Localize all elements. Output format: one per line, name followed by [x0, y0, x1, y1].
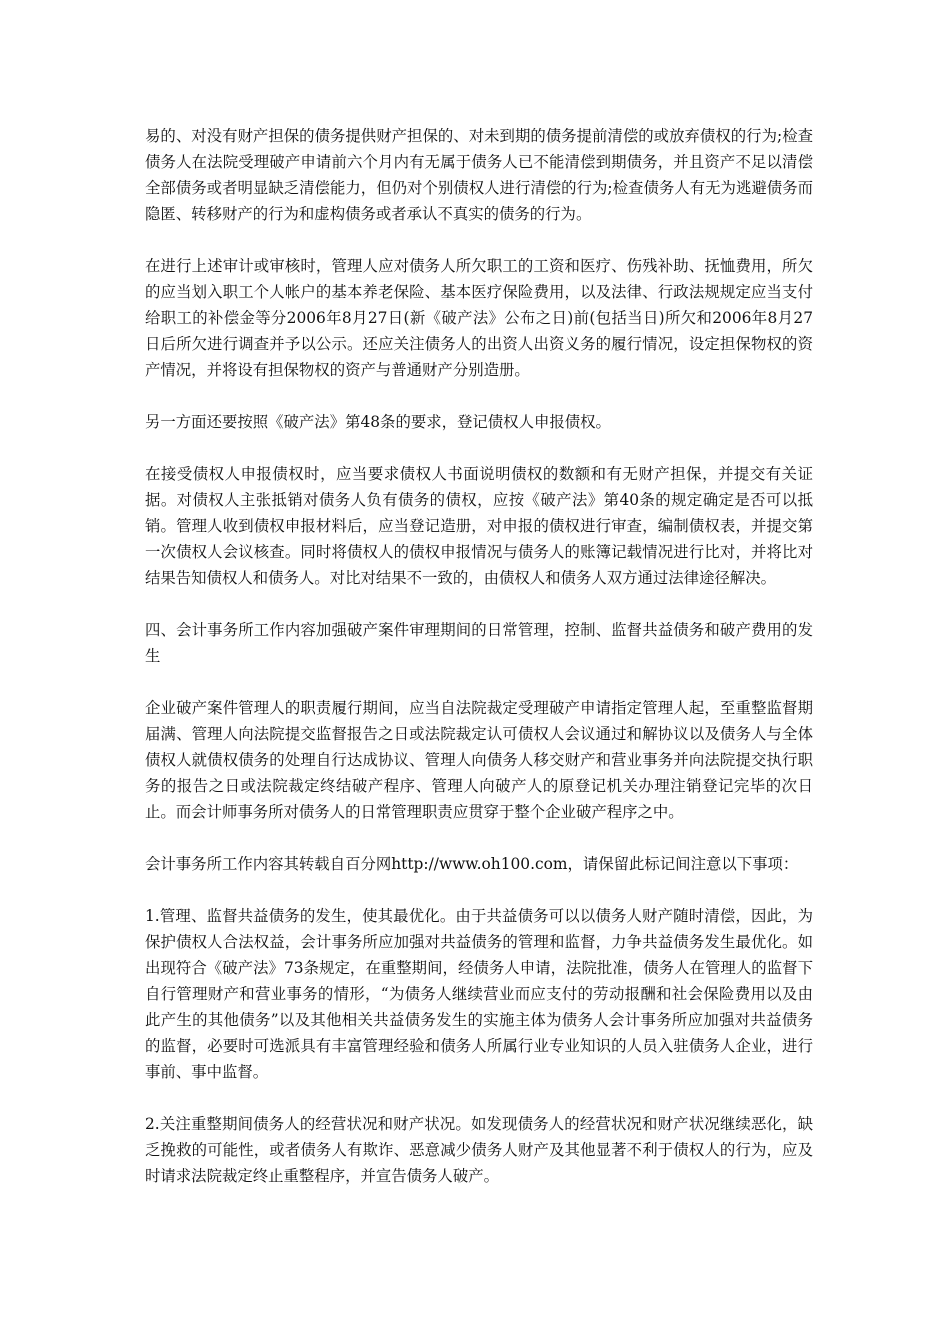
paragraph-4: 在接受债权人申报债权时，应当要求债权人书面说明债权的数额和有无财产担保，并提交有关证据。对债权人主张抵销对债务人负有债务的债权，应按《破产法》第40条的规定确定是否可以抵销。管理人收到债权申报材料后，应当登记造册，对申报的债权进行审查，编制债权表，并提交第一次债权人会议核查。同时将债权人的债权申报情况与债务人的账簿记载情况进行比对，并将比对结果告知债权人和债务人。对比对结果不一致的，由债权人和债务人双方通过法律途径解决。: [145, 465, 813, 587]
paragraph-7: 会计事务所工作内容其转载自百分网http://www.oh100.com，请保留此标记间注意以下事项：: [145, 855, 799, 873]
paragraph-1: 易的、对没有财产担保的债务提供财产担保的、对未到期的债务提前清偿的或放弃债权的行为;检查债务人在法院受理破产申请前六个月内有无属于债务人已不能清偿到期债务，并且资产不足以清偿全部债务或者明显缺乏清偿能力，但仍对个别债权人进行清偿的行为;检查债务人有无为逃避债务而隐匿、转移财产的行为和虚构债务或者承认不真实的债务的行为。: [145, 127, 813, 223]
document-body: [145, 123, 813, 1215]
paragraph-2: 在进行上述审计或审核时，管理人应对债务人所欠职工的工资和医疗、伤残补助、抚恤费用，所欠的应当划入职工个人帐户的基本养老保险、基本医疗保险费用，以及法律、行政法规规定应当支付给职工的补偿金等分2006年8月27日(新《破产法》公布之日)前(包括当日)所欠和2006年8月27日后所欠进行调查并予以公示。还应关注债务人的出资人出资义务的履行情况，设定担保物权的资产情况，并将设有担保物权的资产与普通财产分别造册。: [145, 257, 813, 379]
list-item-1: 1.管理、监督共益债务的发生，使其最优化。由于共益债务可以以债务人财产随时清偿，因此，为保护债权人合法权益，会计事务所应加强对共益债务的管理和监督，力争共益债务发生最优化。如出现符合《破产法》73条规定，在重整期间，经债务人申请，法院批准，债务人在管理人的监督下自行管理财产和营业事务的情形，“为债务人继续营业而应支付的劳动报酬和社会保险费用以及由此产生的其他债务”以及其他相关共益债务发生的实施主体为债务人会计事务所应加强对共益债务的监督，必要时可选派具有丰富管理经验和债务人所属行业专业知识的人员入驻债务人企业，进行事前、事中监督。: [145, 907, 813, 1081]
paragraph-3: 另一方面还要按照《破产法》第48条的要求，登记债权人申报债权。: [145, 413, 611, 431]
paragraph-6: 企业破产案件管理人的职责履行期间，应当自法院裁定受理破产申请指定管理人起，至重整监督期届满、管理人向法院提交监督报告之日或法院裁定认可债权人会议通过和解协议以及债务人与全体债权人就债权债务的处理自行达成协议、管理人向债务人移交财产和营业事务并向法院提交执行职务的报告之日或法院裁定终结破产程序、管理人向破产人的原登记机关办理注销登记完毕的次日止。而会计师事务所对债务人的日常管理职责应贯穿于整个企业破产程序之中。: [145, 699, 813, 821]
section-heading-4: 四、会计事务所工作内容加强破产案件审理期间的日常管理，控制、监督共益债务和破产费用的发生: [145, 621, 813, 665]
list-item-2: 2.关注重整期间债务人的经营状况和财产状况。如发现债务人的经营状况和财产状况继续恶化，缺乏挽救的可能性，或者债务人有欺诈、恶意减少债务人财产及其他显著不利于债权人的行为，应及时请求法院裁定终止重整程序，并宣告债务人破产。: [145, 1115, 813, 1185]
